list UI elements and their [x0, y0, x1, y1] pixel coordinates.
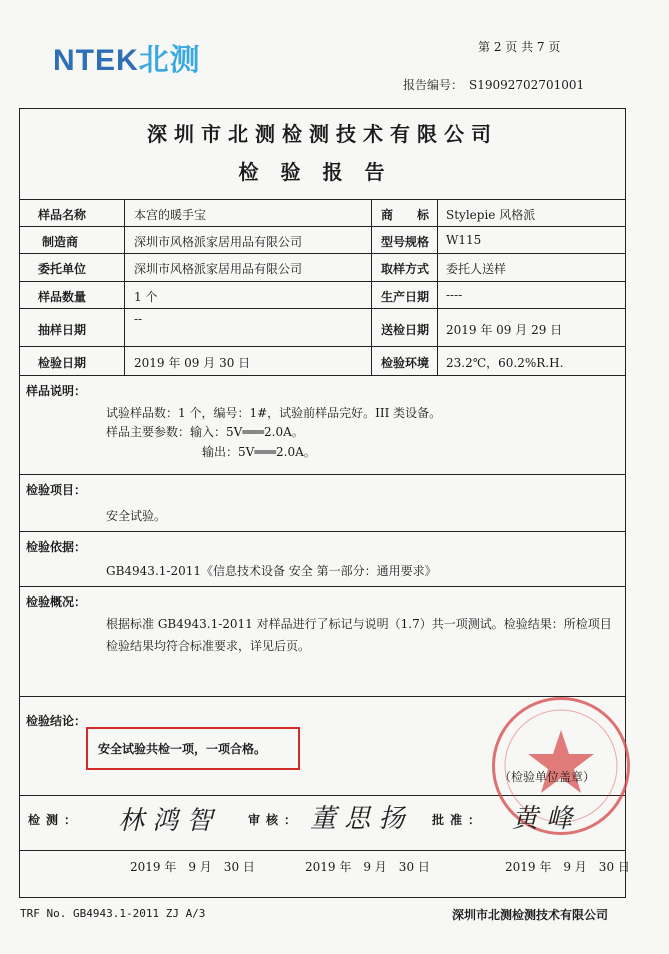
reviewer-label: 审核：	[248, 813, 303, 827]
production-date-value: ----	[446, 288, 463, 302]
divider	[19, 696, 626, 697]
approver-date: 2019 年 9 月 30 日	[505, 860, 630, 874]
divider	[437, 199, 438, 375]
divider	[19, 375, 626, 376]
client-value: 深圳市风格派家居用品有限公司	[134, 262, 303, 276]
sample-name-label: 样品名称	[38, 208, 87, 222]
sampling-date-value: --	[134, 312, 143, 326]
output-params	[202, 443, 316, 460]
sampling-method-value: 委托人送样	[446, 262, 507, 276]
ntek-logo	[53, 44, 201, 78]
report-title: 检验报告	[238, 160, 407, 184]
report-number-label: 报告编号：	[403, 78, 464, 92]
reviewer-signature: 董 思 扬	[310, 804, 405, 834]
quantity-value: 1 个	[134, 290, 158, 304]
input-label: 输入：	[190, 425, 227, 439]
submit-date-value: 2019 年 09 月 29 日	[446, 323, 563, 337]
conclusion-title: 检验结论：	[26, 714, 87, 728]
overview-line1: 根据标准 GB4943.1-2011 对样品进行了标记与说明（1.7）共一项测试。检验结果：所检项目	[106, 617, 612, 631]
sample-desc-title: 样品说明：	[26, 384, 87, 398]
test-items-value: 安全试验。	[106, 509, 167, 523]
report-number-value: S19092702701001	[469, 78, 585, 92]
model-value: W115	[446, 233, 482, 247]
environment-value: 23.2℃，60.2%R.H.	[446, 356, 564, 370]
divider	[19, 346, 626, 347]
sample-desc-line: 试验样品数：1 个，编号：1#，试验前样品完好。III 类设备。	[106, 406, 442, 420]
basis-title: 检验依据：	[26, 540, 87, 554]
report-number	[403, 76, 584, 93]
test-date-label: 检验日期	[38, 356, 87, 370]
overview-title: 检验概况：	[26, 595, 87, 609]
approver-label: 批准：	[432, 813, 487, 827]
overview-line2: 检验结果均符合标准要求，详见后页。	[106, 639, 311, 653]
divider	[19, 253, 626, 254]
tester-signature: 林 鸿 智	[118, 806, 213, 836]
approver-signature: 黄 峰	[512, 804, 573, 834]
test-items-title: 检验项目：	[26, 483, 87, 497]
sampling-date-label: 抽样日期	[38, 323, 87, 337]
client-label: 委托单位	[38, 262, 87, 276]
reviewer-date: 2019 年 9 月 30 日	[305, 860, 430, 874]
conclusion-value: 安全试验共检一项，一项合格。	[98, 742, 267, 756]
divider	[19, 850, 626, 851]
footer-company: 深圳市北测检测技术有限公司	[452, 908, 609, 922]
divider	[19, 199, 626, 200]
brand-label: 商 标	[381, 208, 430, 222]
production-date-label: 生产日期	[381, 290, 430, 304]
environment-label: 检验环境	[381, 356, 430, 370]
divider	[19, 531, 626, 532]
sample-params	[106, 423, 304, 440]
page-info: 第 2 页 共 7 页	[478, 40, 561, 54]
company-title: 深圳市北测检测技术有限公司	[147, 122, 498, 146]
logo-latin: NTEK	[53, 44, 139, 77]
quantity-label: 样品数量	[38, 290, 87, 304]
manufacturer-value: 深圳市风格派家居用品有限公司	[134, 235, 303, 249]
footer-trf: TRF No. GB4943.1-2011 ZJ A/3	[20, 907, 206, 920]
manufacturer-label: 制造商	[42, 235, 79, 249]
test-date-value: 2019 年 09 月 30 日	[134, 356, 251, 370]
model-label: 型号规格	[381, 235, 430, 249]
sample-name: 本宫的暖手宝	[134, 208, 207, 222]
output-label: 输出：	[202, 445, 239, 459]
divider	[19, 474, 626, 475]
divider	[371, 199, 372, 375]
tester-label: 检测：	[28, 813, 83, 827]
input-value: 5V═══2.0A。	[226, 425, 304, 439]
divider	[19, 226, 626, 227]
brand-value: Stylepie 风格派	[446, 208, 536, 222]
basis-value: GB4943.1-2011《信息技术设备 安全 第一部分：通用要求》	[106, 564, 437, 578]
tester-date: 2019 年 9 月 30 日	[130, 860, 255, 874]
divider	[19, 308, 626, 309]
submit-date-label: 送检日期	[381, 323, 430, 337]
stamp-note: （检验单位盖章）	[499, 770, 596, 784]
sampling-method-label: 取样方式	[381, 262, 430, 276]
divider	[124, 199, 125, 375]
output-value: 5V═══2.0A。	[238, 445, 316, 459]
divider	[19, 281, 626, 282]
divider	[19, 586, 626, 587]
sample-params-label: 样品主要参数：	[106, 425, 191, 439]
logo-cn: 北测	[138, 44, 201, 77]
